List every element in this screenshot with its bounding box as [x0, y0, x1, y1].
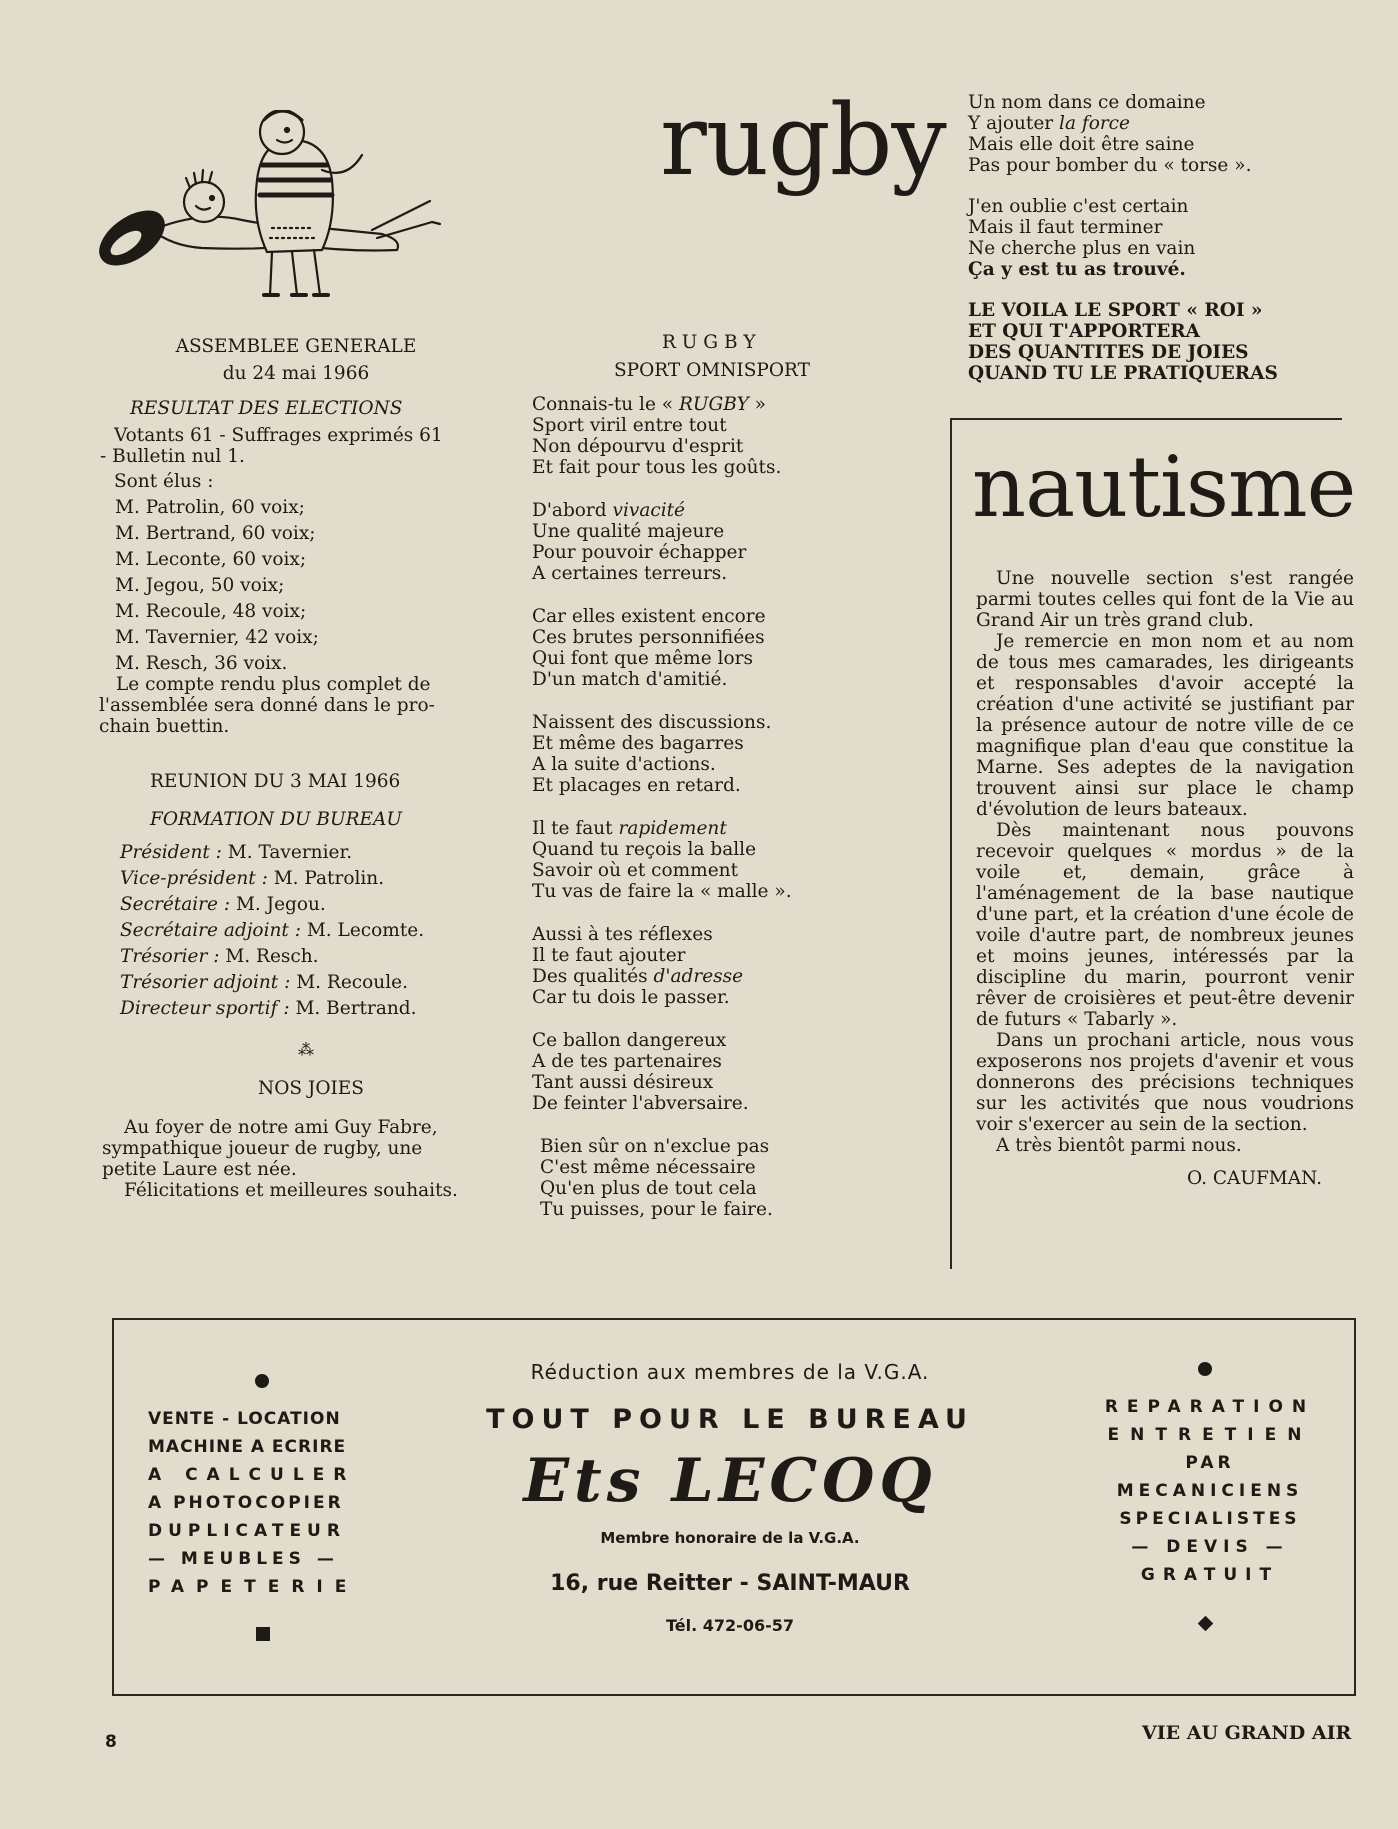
ad-member: Membre honoraire de la V.G.A.	[600, 1529, 860, 1547]
votes-line: Votants 61 - Suffrages exprimés 61	[114, 425, 443, 446]
ad-left-line: A CALCULER	[148, 1465, 356, 1485]
nautisme-paragraph: A très bientôt parmi nous.	[996, 1135, 1242, 1156]
ad-left-line: — MEUBLES —	[148, 1549, 339, 1569]
ad-right-line: REPARATION	[1104, 1397, 1316, 1417]
nautisme-title: nautisme	[972, 438, 1356, 536]
poem-line: Car tu dois le passer.	[532, 987, 730, 1008]
poem-line: Ce ballon dangereux	[532, 1030, 727, 1051]
poem-line: D'abord vivacité	[532, 500, 686, 521]
poem-line: Qu'en plus de tout cela	[540, 1178, 757, 1199]
poem-line: QUAND TU LE PRATIQUERAS	[968, 363, 1278, 384]
ag-date: du 24 mai 1966	[222, 363, 370, 384]
poem-subtitle: SPORT OMNISPORT	[614, 360, 810, 381]
elected-item: M. Tavernier, 42 voix;	[115, 627, 319, 648]
bullet-square	[256, 1627, 270, 1641]
ad-left-line: VENTE - LOCATION	[148, 1409, 341, 1429]
report-line: l'assemblée sera donné dans le pro-	[99, 695, 435, 716]
poem-line: Un nom dans ce domaine	[968, 92, 1206, 113]
poem-line: Car elles existent encore	[532, 606, 766, 627]
poem-line: Il te faut ajouter	[532, 945, 686, 966]
poem-line: C'est même nécessaire	[540, 1157, 756, 1178]
report-line: Le compte rendu plus complet de	[116, 674, 431, 695]
bureau-row: Secrétaire adjoint : M. Lecomte.	[120, 920, 425, 941]
nautisme-signature: O. CAUFMAN.	[1187, 1168, 1322, 1189]
poem-stanza	[532, 606, 852, 690]
poem-stanza	[532, 818, 852, 902]
poem-line: Mais elle doit être saine	[968, 134, 1195, 155]
elected-item: M. Jegou, 50 voix;	[115, 575, 285, 596]
joies-line: sympathique joueur de rugby, une	[102, 1138, 423, 1159]
rugby-poem-ending	[968, 92, 1348, 384]
elected-label: Sont élus :	[114, 471, 214, 492]
bureau-row: Directeur sportif : M. Bertrand.	[120, 998, 417, 1019]
ad-left-line: MACHINE A ECRIRE	[148, 1437, 347, 1457]
ad-headline: TOUT POUR LE BUREAU	[486, 1404, 974, 1435]
poem-title: R U G B Y	[662, 332, 756, 353]
elected-item: M. Resch, 36 voix.	[115, 653, 288, 674]
poem-line: Naissent des discussions.	[532, 712, 772, 733]
poem-line: Non dépourvu d'esprit	[532, 436, 744, 457]
poem-stanza	[532, 712, 852, 796]
poem-line: ET QUI T'APPORTERA	[968, 321, 1201, 342]
ad-center-column	[440, 1360, 1020, 1635]
poem-stanza	[532, 1136, 852, 1220]
nautisme-paragraph: Je remercie en mon nom et au nom de tous mes camarades, les dirigeants et responsables d'avoir accepté la création d'une activité se justifiant par la présence autour de notre ville de ce magnifique plan d'eau que constitue la Marne. Ses adeptes de la navigation trouvent ainsi sur place le champ d'évolution de leurs bateaux.	[976, 631, 1354, 820]
poem-line: J'en oublie c'est certain	[968, 196, 1189, 217]
ad-left-line: PAPETERIE	[148, 1577, 359, 1597]
poem-line: Sport viril entre tout	[532, 415, 727, 436]
nautisme-paragraph: Une nouvelle section s'est rangée parmi toutes celles qui font de la Vie au Grand Air un très grand club.	[976, 568, 1354, 631]
nautisme-paragraph: Dans un prochani article, nous vous exposerons nos projets d'avenir et vous donnerons des précisions techniques sur les activités que nous voudrions voir s'exercer au sein de la section.	[976, 1030, 1354, 1135]
poem-line: Et fait pour tous les goûts.	[532, 457, 782, 478]
bureau-row: Trésorier : M. Resch.	[120, 946, 319, 967]
joies-line: Félicitations et meilleures souhaits.	[124, 1180, 458, 1201]
poem-line: Des qualités d'adresse	[532, 966, 744, 987]
ad-left-line: DUPLICATEUR	[148, 1521, 346, 1541]
nautisme-top-rule	[950, 418, 1342, 420]
poem-line: Il te faut rapidement	[532, 818, 727, 839]
poem-line: A certaines terreurs.	[532, 563, 728, 584]
poem-line: Ces brutes personnifiées	[532, 627, 765, 648]
poem-line: De feinter l'abversaire.	[532, 1093, 749, 1114]
poem-line: Quand tu reçois la balle	[532, 839, 757, 860]
poem-line: Connais-tu le « RUGBY »	[532, 394, 766, 415]
elected-item: M. Bertrand, 60 voix;	[115, 523, 316, 544]
joies-title: NOS JOIES	[258, 1078, 364, 1099]
bureau-row: Président : M. Tavernier.	[120, 842, 353, 863]
poem-line: Ça y est tu as trouvé.	[968, 259, 1186, 280]
votes-line: - Bulletin nul 1.	[100, 446, 245, 467]
ad-phone: Tél. 472-06-57	[666, 1616, 794, 1635]
nautisme-paragraph: Dès maintenant nous pouvons recevoir quelques « mordus » de la voile et, demain, grâce à l'aménagement de la base nautique d'une part, et la création d'une école de voile d'autre part, de nombreux jeunes et moins jeunes, intéressés par la discipline du marin, pourront venir rêver de croisières et peut-être devenir de futurs « Tabarly ».	[976, 820, 1354, 1030]
poem-line: Et placages en retard.	[532, 775, 741, 796]
poem-line: Mais il faut terminer	[968, 217, 1163, 238]
ad-reduction: Réduction aux membres de la V.G.A.	[530, 1360, 930, 1384]
ad-left-column	[148, 1405, 388, 1601]
page-number: 8	[105, 1732, 117, 1752]
poem-stanza	[532, 924, 852, 1008]
poem-stanza	[532, 500, 852, 584]
elections-title: RESULTAT DES ELECTIONS	[130, 398, 403, 419]
ad-address: 16, rue Reitter - SAINT-MAUR	[550, 1571, 910, 1596]
joies-line: Au foyer de notre ami Guy Fabre,	[124, 1117, 438, 1138]
bureau-row: Vice-président : M. Patrolin.	[120, 868, 385, 889]
ad-left-line: A PHOTOCOPIER	[148, 1493, 344, 1513]
bureau-row: Secrétaire : M. Jegou.	[120, 894, 326, 915]
ag-title: ASSEMBLEE GENERALE	[175, 336, 417, 357]
poem-line: Bien sûr on n'exclue pas	[540, 1136, 770, 1157]
reunion-title: REUNION DU 3 MAI 1966	[150, 771, 401, 792]
poem-line: Pas pour bomber du « torse ».	[968, 155, 1252, 176]
rugby-players-illustration	[92, 110, 472, 305]
ad-right-line: — DEVIS —	[1131, 1537, 1289, 1557]
elected-item: M. Patrolin, 60 voix;	[115, 497, 305, 518]
poem-line: Pour pouvoir échapper	[532, 542, 747, 563]
ad-right-line: SPECIALISTES	[1119, 1509, 1301, 1529]
report-line: chain buettin.	[99, 716, 230, 737]
poem-stanza	[532, 1030, 852, 1114]
poem-line: DES QUANTITES DE JOIES	[968, 342, 1249, 363]
ad-right-line: MECANICIENS	[1116, 1481, 1304, 1501]
poem-line: Aussi à tes réflexes	[532, 924, 713, 945]
elected-item: M. Leconte, 60 voix;	[115, 549, 307, 570]
poem-line: Tu puisses, pour le faire.	[540, 1199, 773, 1220]
assemblee-generale-column	[99, 336, 480, 1201]
asterism: ⁂	[298, 1040, 314, 1059]
ad-right-column	[1090, 1393, 1330, 1589]
ad-right-line: ENTRETIEN	[1107, 1425, 1313, 1445]
poem-line: A de tes partenaires	[532, 1051, 722, 1072]
magazine-title: VIE AU GRAND AIR	[1142, 1722, 1352, 1744]
poem-line: Tu vas de faire la « malle ».	[532, 881, 792, 902]
poem-line: Et même des bagarres	[532, 733, 744, 754]
ad-company: Ets LECOQ	[523, 1446, 937, 1516]
poem-line: Une qualité majeure	[532, 521, 725, 542]
bullet-dot	[255, 1374, 269, 1388]
elected-item: M. Recoule, 48 voix;	[115, 601, 307, 622]
poem-line: Savoir où et comment	[532, 860, 739, 881]
ad-right-line: PAR	[1185, 1453, 1235, 1473]
poem-line: LE VOILA LE SPORT « ROI »	[968, 300, 1263, 321]
poem-line: Tant aussi désireux	[532, 1072, 714, 1093]
ad-right-line: GRATUIT	[1140, 1565, 1280, 1585]
poem-stanza	[532, 394, 852, 478]
poem-line: D'un match d'amitié.	[532, 669, 728, 690]
bureau-row: Trésorier adjoint : M. Recoule.	[120, 972, 408, 993]
poem-line: A la suite d'actions.	[532, 754, 716, 775]
bureau-title: FORMATION DU BUREAU	[150, 809, 402, 830]
bureau-list	[112, 842, 480, 1019]
nautisme-article	[976, 568, 1354, 1189]
bullet-dot	[1198, 1362, 1212, 1376]
rugby-section-title: rugby	[660, 84, 946, 198]
poem-line: Qui font que même lors	[532, 648, 753, 669]
poem-line: Ne cherche plus en vain	[968, 238, 1196, 259]
poem-line: Y ajouter la force	[968, 113, 1130, 134]
rugby-poem-column	[532, 332, 852, 1220]
joies-line: petite Laure est née.	[102, 1159, 297, 1180]
